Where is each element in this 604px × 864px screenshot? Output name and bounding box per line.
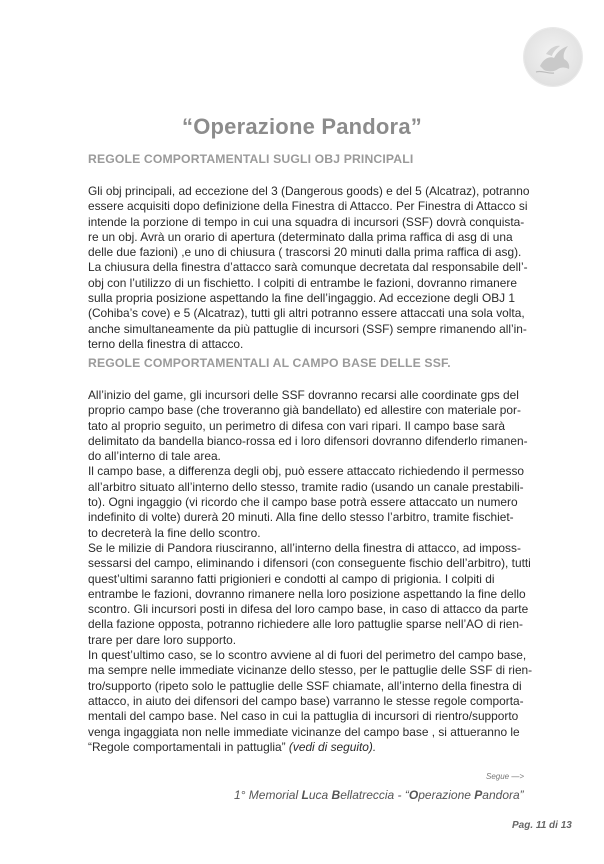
text-line: to). Ogni ingaggio (vi ricordo che il campo base potrà essere attaccato un numero [88,495,518,510]
text-line: (Cohiba’s cove) e 5 (Alcatraz), tutti gli altri potranno essere attaccati una sola volta, [88,306,525,321]
text-line: Il campo base, a differenza degli obj, può essere attaccato richiedendo il permesso [88,464,525,479]
section-body-obj [88,184,528,352]
text-line: proprio campo base (che troveranno già bandellato) ed allestire con materiale por- [88,403,521,418]
text-line: do all’interno di tale area. [88,449,221,464]
text-line: delle due fazioni) ,e uno di chiusura ( trascorsi 20 minuti dalla prima raffica di asg). [88,245,522,260]
footer-caption [234,788,524,802]
text-line: all’arbitro situato all’interno dello stesso, tramite radio (usando un canale prestabili- [88,479,524,494]
page-title: “Operazione Pandora” [182,114,422,139]
text-line: anche simultaneamente da più pattuglie di incursori (SSF) sempre rimanendo all’in- [88,321,527,336]
section-heading-obj: REGOLE COMPORTAMENTALI SUGLI OBJ PRINCIPALI [88,152,414,166]
footer-op-initial-p: P [474,788,483,802]
footer-name-initial-l: L [301,788,309,802]
text-line: re un obj. Avrà un orario di apertura (determinato dalla prima raffica di asg di una [88,229,513,244]
footer-prefix: 1° Memorial [234,788,302,802]
text-line: In quest’ultimo caso, se lo scontro avviene al di fuori del perimetro del campo base, [88,648,527,663]
text-line: obj con l’utilizzo di un fischietto. I colpiti di entrambe le fazioni, dovranno rimanere [88,275,517,290]
text-line: attacco, in aiuto dei difensori del campo base) varranno le stesse regole comporta- [88,693,524,708]
text-line: intende la porzione di tempo in cui una squadra di incursori (SSF) dovrà conquista- [88,214,525,229]
pegasus-emblem-icon [524,28,582,86]
footer-separator: - [394,788,405,802]
rule-reference: “Regole comportamentali in pattuglia” [88,739,286,754]
section-body-campo-base [88,388,533,755]
footer-op-part1: perazione [418,788,475,802]
section-heading-campo-base: REGOLE COMPORTAMENTALI AL CAMPO BASE DELLE SSF. [88,356,451,370]
footer-quote-open: “ [404,788,409,802]
footer-name-part2: ellatreccia [340,788,395,802]
text-line: entrambe le fazioni, dovranno rimanere nella loro posizione aspettando la fine dello [88,586,526,601]
continue-note: Segue —> [486,772,525,781]
see-below-note: (vedi di seguito). [285,739,377,754]
text-line: Gli obj principali, ad eccezione del 3 (Dangerous goods) e del 5 (Alcatraz), potranno [88,184,530,198]
footer-name-part1: uca [308,788,332,802]
text-line: mentali del campo base. Nel caso in cui la pattuglia di incursori di rientro/supporto [88,709,519,724]
text-line [88,740,528,755]
text-line: La chiusura della finestra d’attacco sarà comunque decretata dal responsabile dell’- [88,260,528,275]
text-line: delimitato da bandella bianco-rossa ed i loro difensori dovranno difenderlo rimanen- [88,433,528,448]
text-line: della fazione opposta, potranno richiedere alle loro pattuglie sparse nell’AO di rien- [88,617,523,632]
text-line: All’inizio del game, gli incursori delle SSF dovranno recarsi alle coordinate gps del [88,388,519,402]
text-line: sulla propria posizione aspettando la fine dell’ingaggio. Ad eccezione degli OBJ 1 [88,291,516,306]
text-line: essere acquisiti dopo definizione della Finestra di Attacco. Per Finestra di Attacco si [88,199,528,214]
text-line: tro/supporto (ripeto solo le pattuglie delle SSF chiamate, all’interno della finestra di [88,678,522,693]
text-line: tato al proprio seguito, un perimetro di difesa con vari ripari. Il campo base sarà [88,418,506,433]
text-line: terno della finestra di attacco. [88,336,244,351]
text-line: quest’ultimi saranno fatti prigionieri e condotti al campo di prigionia. I colpiti di [88,571,495,586]
page-number: Pag. 11 di 13 [512,820,572,831]
footer-op-initial-o: O [408,788,419,802]
emblem-logo [524,28,582,86]
text-line: sessarsi del campo, eliminando i difensori (con conseguente fischio dell’arbitro), tutti [88,556,531,571]
text-line: to decreterà la fine dello scontro. [88,525,261,540]
footer-name-initial-b: B [331,788,341,802]
text-line: Se le milizie di Pandora riusciranno, all’interno della finestra di attacco, ad imposs- [88,540,521,555]
text-line: indefinito di volte) durerà 20 minuti. Alla fine dello stesso l’arbitro, tramite fischiet- [88,510,514,525]
text-line: ma sempre nelle immediate vicinanze dello stesso, per le pattuglie delle SSF di rien- [88,663,533,678]
text-line: trare per dare loro supporto. [88,632,237,647]
footer-op-part2: andora” [482,788,524,802]
text-line: venga ingaggiata non nelle immediate vicinanze del campo base , si attueranno le [88,724,520,739]
text-line: scontro. Gli incursori posti in difesa del loro campo base, in caso di attacco da parte [88,602,529,617]
